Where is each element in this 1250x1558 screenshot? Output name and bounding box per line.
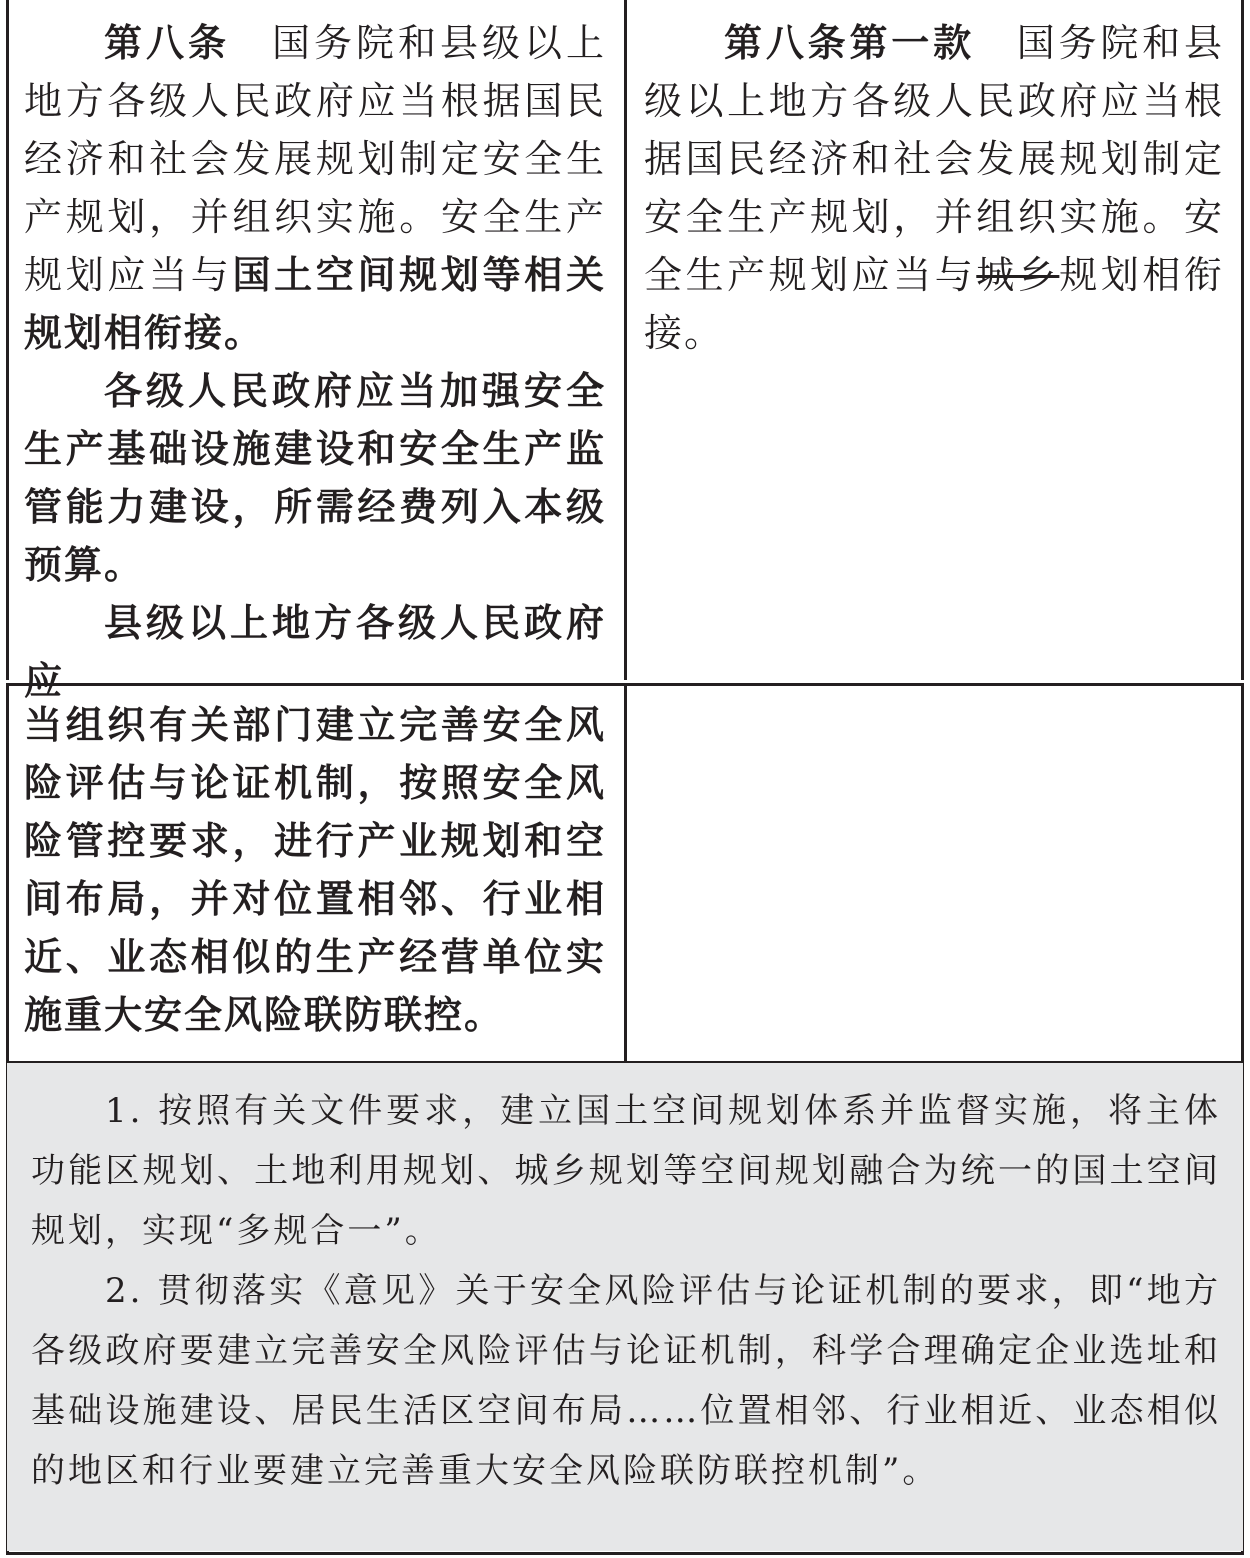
left-para-1-amendment: 国土空间规划等相关: [232, 253, 606, 297]
note-item-2: 2. 贯彻落实《意见》关于安全风险评估与论证机制的要求，即“地方各级政府要建立完善安全风险评估与论证机制，科学合理确定企业选址和基础设施建设、居民生活区空间布局……位置相邻、行业相近、业态相似的地区和行业要建立完善重大安全风险联防联控机制”。: [31, 1271, 1221, 1491]
table-border-right-top: [1241, 0, 1244, 680]
right-article-8-para-1: [644, 14, 1224, 362]
right-column-bottom: [644, 696, 1224, 1056]
left-article-8-para-3-start: 县级以上地方各级人民政府应: [24, 601, 606, 703]
left-article-8-para-3-continued: 当组织有关部门建立完善安全风险评估与论证机制，按照安全风险管控要求，进行产业规划和空间布局，并对位置相邻、行业相近、业态相似的生产经营单位实施重大安全风险联防联控。: [24, 703, 606, 1037]
column-divider-bottom: [624, 683, 627, 1063]
note-item-1: 1. 按照有关文件要求，建立国土空间规划体系并监督实施，将主体功能区规划、土地利用规划、城乡规划等空间规划融合为统一的国土空间规划，实现“多规合一”。: [31, 1091, 1221, 1251]
left-article-8-para-2: 各级人民政府应当加强安全生产基础设施建设和安全生产监管能力建设，所需经费列入本级预算。: [24, 369, 606, 587]
column-divider-top: [624, 0, 627, 680]
left-para-1-text: 国务院和县级以上地方各级人民政府应当根据国民经济和社会发展规划制定安全生产规划，并组织实施。安全生产规划应当与: [24, 21, 606, 297]
right-article-label: 第八条第一款: [724, 21, 975, 65]
left-article-8-para-1: [24, 14, 606, 362]
right-column-top: [644, 14, 1224, 678]
right-para-1-text: 国务院和县级以上地方各级人民政府应当根据国民经济和社会发展规划制定安全生产规划，并组织实施。安全生产规划应当与: [644, 21, 1224, 297]
left-article-label: 第八条: [104, 21, 230, 65]
left-column-top: [24, 14, 606, 703]
right-para-1-end: 规划相衔接。: [644, 253, 1224, 355]
table-border-left-top: [6, 0, 9, 680]
right-para-1-deleted: 城乡: [976, 253, 1060, 297]
table-border-bottom: [6, 1552, 1244, 1555]
explanation-note: [7, 1063, 1243, 1551]
left-column-bottom: [24, 696, 606, 1056]
left-para-1-end: 规划相衔接。: [24, 311, 265, 355]
